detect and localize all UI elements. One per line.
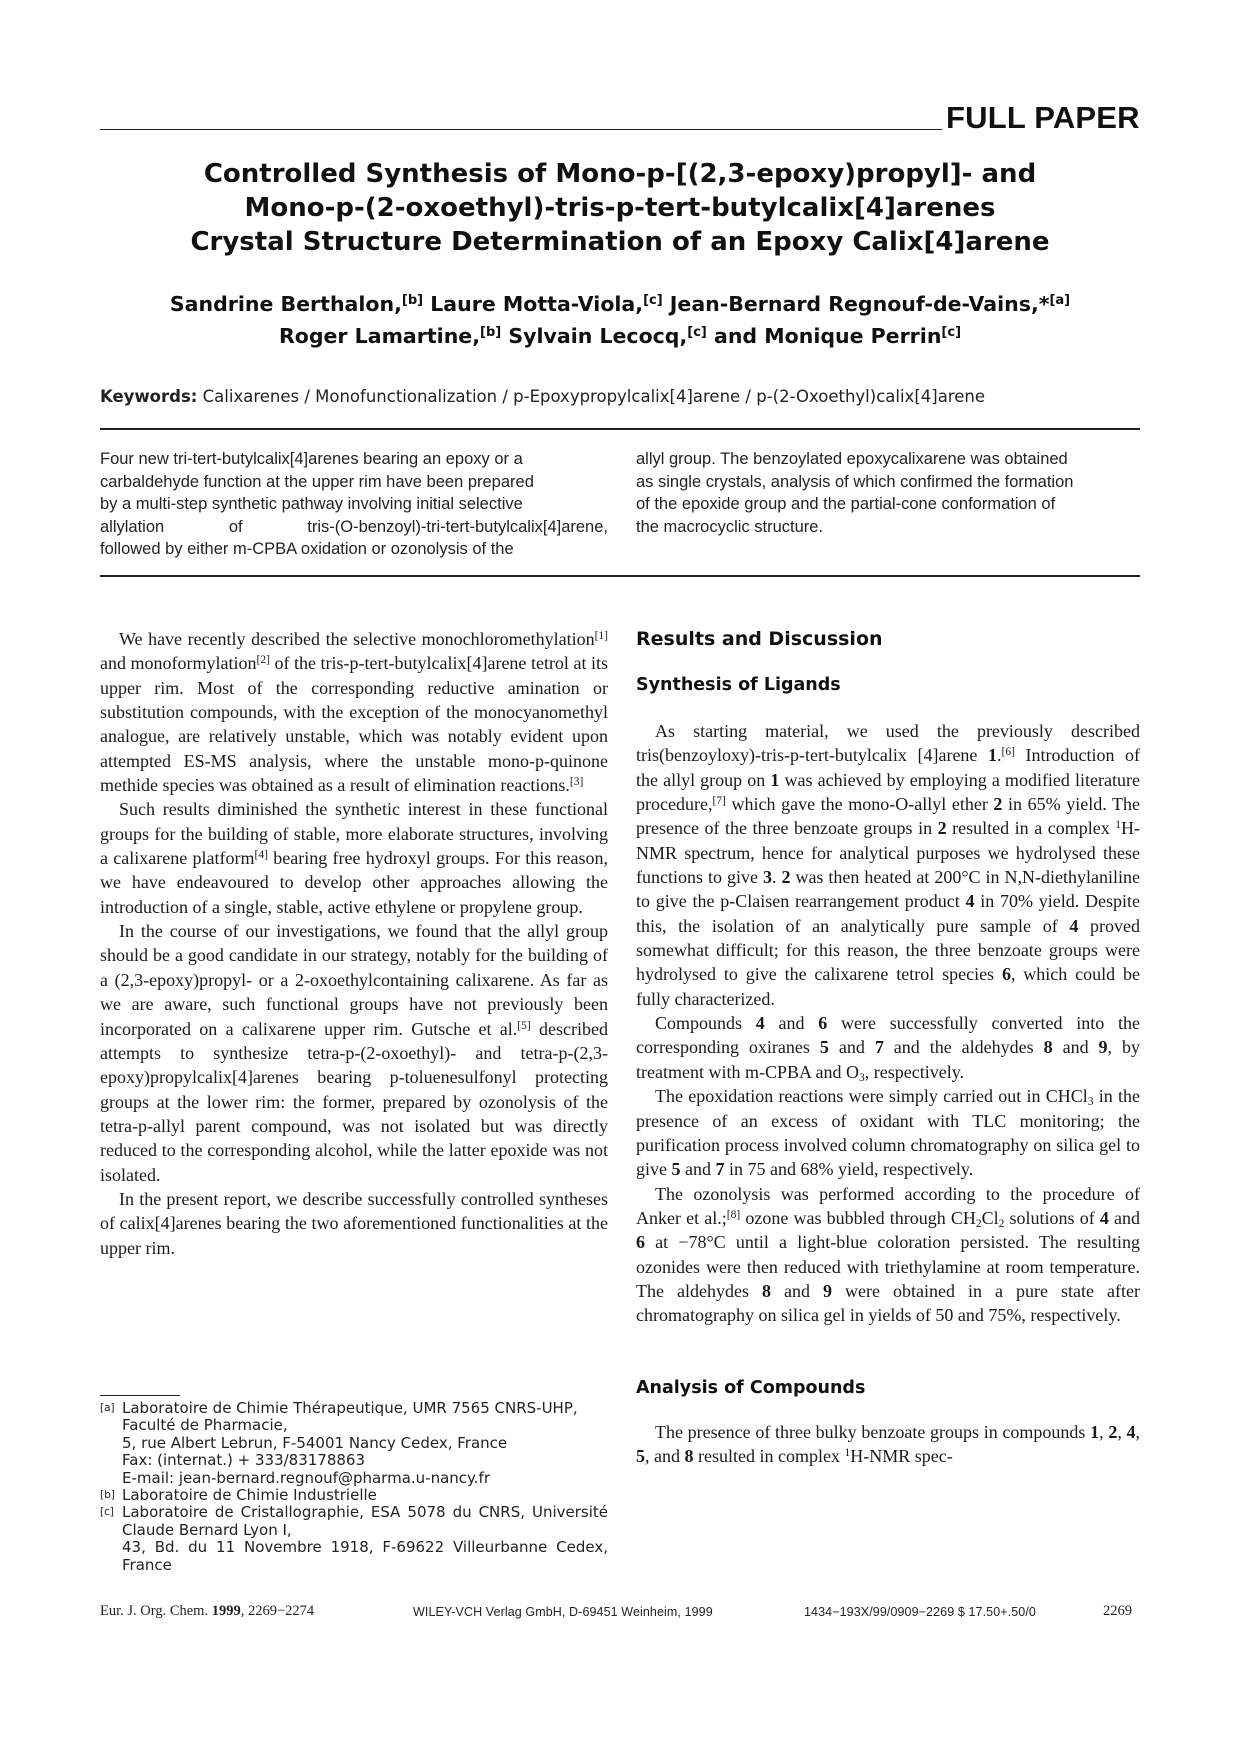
- text: .: [771, 867, 782, 888]
- compound-number: 2: [993, 794, 1003, 815]
- keywords: [100, 387, 985, 406]
- abstract-top-rule: [100, 428, 1140, 430]
- paragraph: [636, 719, 1140, 1011]
- compound-number: 2: [1108, 1421, 1118, 1442]
- text: and the aldehydes: [883, 1037, 1044, 1058]
- paragraph: [636, 1182, 1140, 1328]
- text: ,: [1117, 1421, 1127, 1442]
- compound-number: 2: [937, 818, 947, 839]
- text: and: [828, 1037, 875, 1058]
- paper-title: [100, 157, 1140, 259]
- subscript: 3: [858, 1071, 865, 1084]
- journal-citation: [100, 1603, 314, 1620]
- paragraph: [636, 1084, 1140, 1181]
- compound-number: 8: [761, 1280, 771, 1301]
- text: and: [1052, 1037, 1099, 1058]
- footnote: [100, 1400, 608, 1487]
- text: , by treatment with m-CPBA and O: [636, 1037, 1141, 1082]
- text: , respectively.: [864, 1061, 965, 1082]
- text: , which could be fully characterized.: [636, 964, 1140, 1009]
- author-line-2: [100, 320, 1140, 352]
- citation: [2]: [256, 654, 270, 667]
- abstract-bottom-rule: [100, 575, 1140, 577]
- compound-number: 6: [1001, 964, 1011, 985]
- keywords-text: Calixarenes / Monofunctionalization / p-Epoxypropylcalix[4]arene / p-(2-Oxoethyl)calix[4]arene: [202, 387, 985, 406]
- compound-number: 4: [965, 891, 975, 912]
- author-name: Jean-Bernard Regnouf-de-Vains,*: [662, 292, 1050, 316]
- text: in 75 and 68% yield, respectively.: [724, 1159, 974, 1180]
- text: and: [680, 1159, 716, 1180]
- abstract-line: allylation of tris-(O-benzoyl)-tri-tert-butylcalix[4]arene,: [100, 517, 608, 536]
- citation: [7]: [712, 795, 726, 808]
- text: , and: [645, 1445, 685, 1466]
- author-name: Sandrine Berthalon,: [169, 292, 402, 316]
- subscript: 2: [998, 1217, 1005, 1230]
- abstract-line: followed by either m-CPBA oxidation or ozonolysis of the: [100, 540, 514, 559]
- journal-year: 1999: [211, 1603, 241, 1619]
- footnote-line: Faculté de Pharmacie,: [122, 1416, 288, 1435]
- text: were successfully converted into the corresponding oxiranes: [636, 1013, 1141, 1058]
- author-name: and Monique Perrin: [706, 324, 942, 348]
- footnote: [100, 1504, 608, 1574]
- citation: [6]: [1001, 746, 1015, 759]
- subscript: 3: [1087, 1096, 1094, 1109]
- subscript: 2: [975, 1217, 982, 1230]
- header-rule: [100, 129, 942, 130]
- body-right-column: [636, 627, 1140, 1468]
- text: which gave the mono-O-allyl ether: [725, 794, 994, 815]
- title-line-3: Crystal Structure Determination of an Epoxy Calix[4]arene: [190, 227, 1050, 257]
- author-name: Laure Motta-Viola,: [423, 292, 644, 316]
- section-label: FULL PAPER: [946, 100, 1140, 135]
- compound-number: 4: [1099, 1207, 1109, 1228]
- text: solutions of: [1004, 1207, 1100, 1228]
- citation: [1]: [594, 630, 608, 642]
- compound-number: 7: [874, 1037, 884, 1058]
- body-left-column: [100, 627, 608, 1260]
- compound-number: 1: [1090, 1421, 1100, 1442]
- compound-number: 5: [819, 1037, 829, 1058]
- text: ,: [1099, 1421, 1109, 1442]
- compound-number: 7: [715, 1159, 725, 1180]
- paragraph: [636, 1011, 1140, 1084]
- footnote-line: 43, Bd. du 11 Novembre 1918, F-69622 Villeurbanne Cedex, France: [122, 1538, 608, 1574]
- text: bearing free hydroxyl groups. For this reason, we have endeavoured to develop other approaches allowing the introduction of a single, stable, active ethylene or propylene group.: [100, 848, 608, 917]
- citation: [4]: [254, 849, 268, 862]
- text: As starting material, we used the previously described tris(benzoyloxy)-tris-p-tert-butylcalix [4]arene: [636, 721, 1140, 766]
- page-number: 2269: [1103, 1603, 1132, 1619]
- text: proved somewhat difficult; for this reason, the three benzoate groups were hydrolysed to give the calixarene tetrol species: [636, 915, 1141, 985]
- section-heading: Results and Discussion: [636, 628, 883, 650]
- text: and: [764, 1013, 819, 1034]
- author-list: [100, 288, 1140, 352]
- abstract-line: Four new tri-tert-butylcalix[4]arenes bearing an epoxy or a: [100, 450, 523, 468]
- text: and monoformylation: [100, 653, 257, 674]
- text: was achieved by employing a modified literature procedure,: [636, 769, 1140, 815]
- text: ,: [1135, 1421, 1141, 1442]
- article-code: 1434−193X/99/0909−2269 $ 17.50+.50/0: [804, 1605, 1036, 1619]
- citation: [5]: [517, 1019, 531, 1032]
- abstract-line: carbaldehyde function at the upper rim have been prepared: [100, 472, 534, 491]
- footnote-mark: [a]: [100, 1402, 115, 1414]
- footnote-line: 5, rue Albert Lebrun, F-54001 Nancy Cedex, France: [122, 1433, 508, 1452]
- affiliation-footnotes: [100, 1400, 608, 1574]
- text: We have recently described the selective monochloromethylation: [119, 629, 595, 649]
- footnote: [100, 1487, 608, 1504]
- text: in 70% yield. Despite this, the isolation of an analytically pure sample of: [636, 891, 1140, 936]
- subsection-heading: Synthesis of Ligands: [636, 675, 841, 695]
- affiliation-mark: [b]: [480, 325, 502, 340]
- abstract-line: as single crystals, analysis of which confirmed the formation: [636, 472, 1074, 491]
- author-line-1: [100, 288, 1140, 320]
- text: In the course of our investigations, we found that the allyl group should be a good candidate in our strategy, notably for the building of a (2,3-epoxy)propyl- or a 2-oxoethylcontaining calixarene. As far as we are aware, such functional groups have not previously been incorporated on a calixarene upper rim. Gutsche et al.: [100, 921, 608, 1039]
- footnote-line: Fax: (internat.) + 333/83178863: [122, 1451, 366, 1470]
- journal-name: Eur. J. Org. Chem.: [100, 1603, 212, 1619]
- title-line-1: Controlled Synthesis of Mono-p-[(2,3-epoxy)propyl]- and: [203, 159, 1037, 189]
- footnote-mark: [c]: [100, 1506, 114, 1519]
- text: and: [1108, 1207, 1140, 1228]
- journal-pages: , 2269−2274: [240, 1603, 315, 1619]
- text: in the presence of an excess of oxidant with TLC monitoring; the purification process involved column chromatography on silica gel to give: [636, 1086, 1140, 1180]
- keywords-label: Keywords:: [100, 387, 198, 406]
- text: ozone was bubbled through CH: [740, 1207, 976, 1228]
- text: The presence of three bulky benzoate groups in compounds: [655, 1421, 1091, 1442]
- compound-number: 5: [671, 1159, 681, 1180]
- citation: [8]: [726, 1208, 741, 1221]
- text: Compounds: [655, 1013, 756, 1034]
- footnote-line: Laboratoire de Chimie Thérapeutique, UMR 7565 CNRS-UHP,: [122, 1399, 578, 1417]
- compound-number: 5: [636, 1445, 645, 1466]
- compound-number: 6: [636, 1232, 645, 1253]
- text: was then heated at 200°C in N,N-diethylaniline to give the p-Claisen rearrangement product: [636, 867, 1140, 912]
- compound-number: 2: [781, 867, 791, 888]
- footnote-line: Laboratoire de Chimie Industrielle: [122, 1486, 377, 1505]
- compound-number: 9: [823, 1280, 832, 1301]
- text: .: [996, 745, 1002, 766]
- compound-number: 6: [818, 1013, 828, 1034]
- compound-number: 8: [684, 1445, 694, 1466]
- compound-number: 1: [770, 769, 780, 790]
- abstract-line: the macrocyclic structure.: [636, 517, 824, 536]
- text: The ozonolysis was performed according to the procedure of Anker et al.;: [636, 1183, 1140, 1228]
- paragraph: [100, 627, 608, 797]
- abstract-left: [100, 448, 608, 561]
- text: Cl: [981, 1207, 999, 1228]
- paragraph: [636, 1420, 1140, 1469]
- text: of the tris-p-tert-butylcalix[4]arene tetrol at its upper rim. Most of the corresponding reductive amination or substitution compounds, with the exception of the monocyanomethyl analogue, are relatively unstable, which was notably evident upon attempted ES-MS analysis, where the unstable mono-p-quinone methide species was obtained as a result of elimination reactions.: [100, 653, 608, 796]
- compound-number: 4: [755, 1013, 765, 1034]
- text: H-NMR spectrum, hence for analytical purposes we hydrolysed these functions to give: [636, 818, 1141, 888]
- footnote-mark: [b]: [100, 1489, 115, 1502]
- affiliation-mark: [b]: [401, 293, 424, 308]
- compound-number: 3: [762, 867, 772, 888]
- text: and: [770, 1280, 823, 1301]
- isotope-mark: 1: [844, 1446, 851, 1459]
- isotope-mark: 1: [1115, 819, 1122, 832]
- text: in 65% yield. The presence of the three benzoate groups in: [636, 794, 1140, 839]
- text: described attempts to synthesize tetra-p-(2-oxoethyl)- and tetra-p-(2,3-epoxy)propylcalix[4]arenes bearing p-toluenesulfonyl protecting groups at the lower rim: the former, prepared by ozonolysis of the tetra-p-allyl parent compound, was not isolated but was directly reduced to the corresponding alcohol, while the latter epoxide was not isolated.: [100, 1018, 608, 1185]
- footnote-rule: [100, 1395, 180, 1396]
- text: were obtained in a pure state after chromatography on silica gel in yields of 50 and 75%, respectively.: [636, 1280, 1140, 1326]
- citation: [3]: [569, 776, 584, 789]
- abstract-right: [636, 448, 1140, 538]
- text: Such results diminished the synthetic interest in these functional groups for the building of stable, more elaborate structures, involving a calixarene platform: [100, 799, 608, 869]
- text: resulted in complex: [693, 1445, 845, 1466]
- compound-number: 8: [1043, 1037, 1053, 1058]
- text: resulted in a complex: [946, 818, 1116, 839]
- author-name: Sylvain Lecocq,: [501, 324, 688, 348]
- publisher-line: WILEY-VCH Verlag GmbH, D-69451 Weinheim, 1999: [413, 1605, 713, 1619]
- affiliation-mark: [c]: [687, 325, 707, 340]
- affiliation-mark: [c]: [643, 293, 663, 308]
- subsection-heading: Analysis of Compounds: [636, 1377, 866, 1398]
- affiliation-mark: [c]: [941, 325, 962, 340]
- compound-number: 1: [987, 745, 997, 766]
- compound-number: 4: [1069, 915, 1079, 936]
- affiliation-mark: [a]: [1049, 293, 1071, 308]
- text: Introduction of the allyl group on: [636, 745, 1140, 790]
- author-name: Roger Lamartine,: [278, 324, 480, 348]
- paragraph: In the present report, we describe successfully controlled syntheses of calix[4]arenes bearing the two aforementioned functionalities at the upper rim.: [100, 1188, 608, 1258]
- abstract-line: of the epoxide group and the partial-cone conformation of: [636, 495, 1056, 514]
- paragraph: [100, 797, 608, 919]
- footnote-line: Laboratoire de Cristallographie, ESA 5078 du CNRS, Université Claude Bernard Lyon I,: [122, 1503, 608, 1539]
- footnote-line: E-mail: jean-bernard.regnouf@pharma.u-nancy.fr: [122, 1468, 490, 1487]
- text: at −78°C until a light-blue coloration persisted. The resulting ozonides were then reduced with triethylamine at room temperature. The aldehydes: [636, 1232, 1140, 1301]
- paragraph: [100, 919, 608, 1187]
- abstract-line: by a multi-step synthetic pathway involving initial selective: [100, 495, 523, 514]
- text: H-NMR spec-: [850, 1445, 953, 1466]
- compound-number: 4: [1126, 1421, 1136, 1442]
- text: The epoxidation reactions were simply carried out in CHCl: [655, 1086, 1088, 1107]
- title-line-2: Mono-p-(2-oxoethyl)-tris-p-tert-butylcalix[4]arenes: [244, 193, 996, 223]
- compound-number: 9: [1098, 1037, 1108, 1058]
- abstract-line: allyl group. The benzoylated epoxycalixarene was obtained: [636, 450, 1068, 468]
